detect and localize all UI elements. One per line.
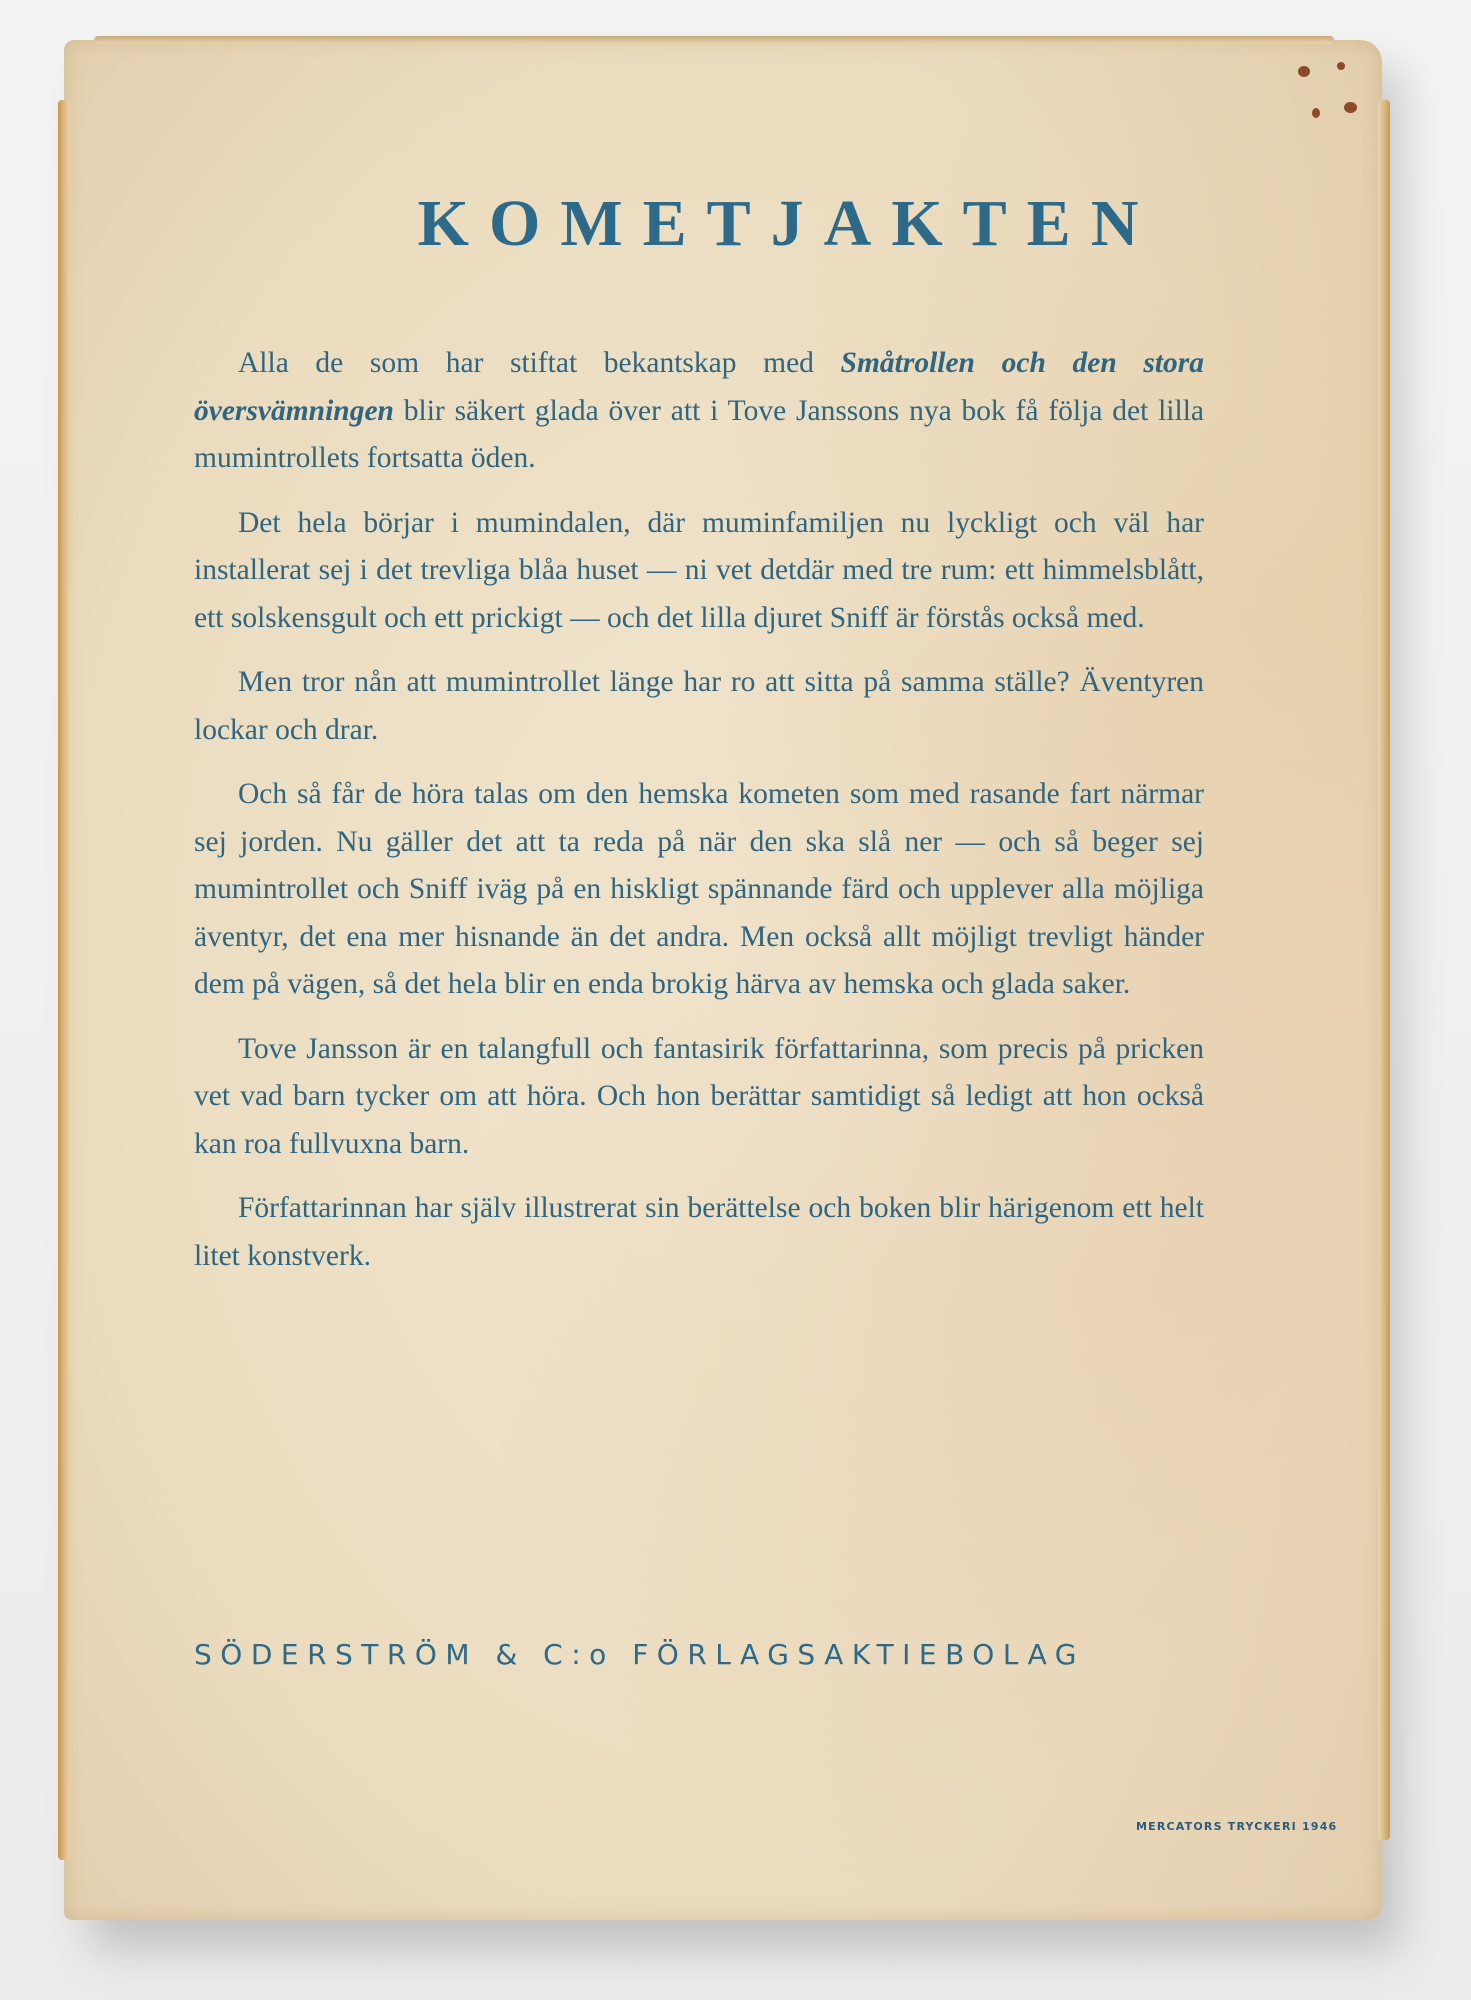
paragraph-text: blir säkert glada över att i Tove Janssons nya bok få följa det lilla mumintrollets fortsatta öden. bbox=[194, 394, 1204, 474]
blurb-paragraph: Men tror nån att mumintrollet länge har ro att sitta på samma ställe? Äventyren lockar och drar. bbox=[194, 666, 1204, 746]
blurb-paragraph: Och så får de höra talas om den hemska kometen som med rasande fart närmar sej jorden. Nu gäller det att ta reda på när den ska slå ner — och så beger sej mumintrollet och Sniff iväg på en hiskligt spännande färd och upplever alla möjliga äventyr, det ena mer hisnande än det andra. Men också allt möjligt trevligt händer dem på vägen, så det hela blir en enda brokig härva av hemska och glada saker. bbox=[194, 778, 1204, 1000]
printer-imprint: MERCATORS TRYCKERI 1946 bbox=[1136, 1820, 1338, 1833]
publisher-name: SÖDERSTRÖM & C:o FÖRLAGSAKTIEBOLAG bbox=[194, 1638, 1085, 1671]
blurb-text bbox=[194, 340, 1204, 1280]
book-back-cover bbox=[64, 40, 1382, 1920]
blurb-paragraph: Författarinnan har själv illustrerat sin berättelse och boken blir härigenom ett helt litet konstverk. bbox=[194, 1192, 1204, 1272]
book-title: KOMETJAKTEN bbox=[417, 187, 1159, 260]
blurb-paragraph: Tove Jansson är en talangfull och fantasirik författarinna, som precis på pricken vet vad barn tycker om att höra. Och hon berättar samtidigt så ledigt att hon också kan roa fullvuxna barn. bbox=[194, 1032, 1204, 1160]
paragraph-text: Alla de som har stiftat bekantskap med bbox=[238, 347, 841, 379]
blurb-paragraph: Det hela börjar i mumindalen, där muminfamiljen nu lyckligt och väl har installerat sej i det trevliga blåa huset — ni vet detdär med tre rum: ett himmelsblått, ett solskensgult och ett prickigt — och det lilla djuret Sniff är förstås också med. bbox=[194, 506, 1204, 634]
blurb-paragraph bbox=[194, 340, 1204, 483]
referenced-book-title: Småtrollen och den stora översvämningen bbox=[194, 347, 1205, 427]
cover-content bbox=[64, 40, 1382, 1920]
